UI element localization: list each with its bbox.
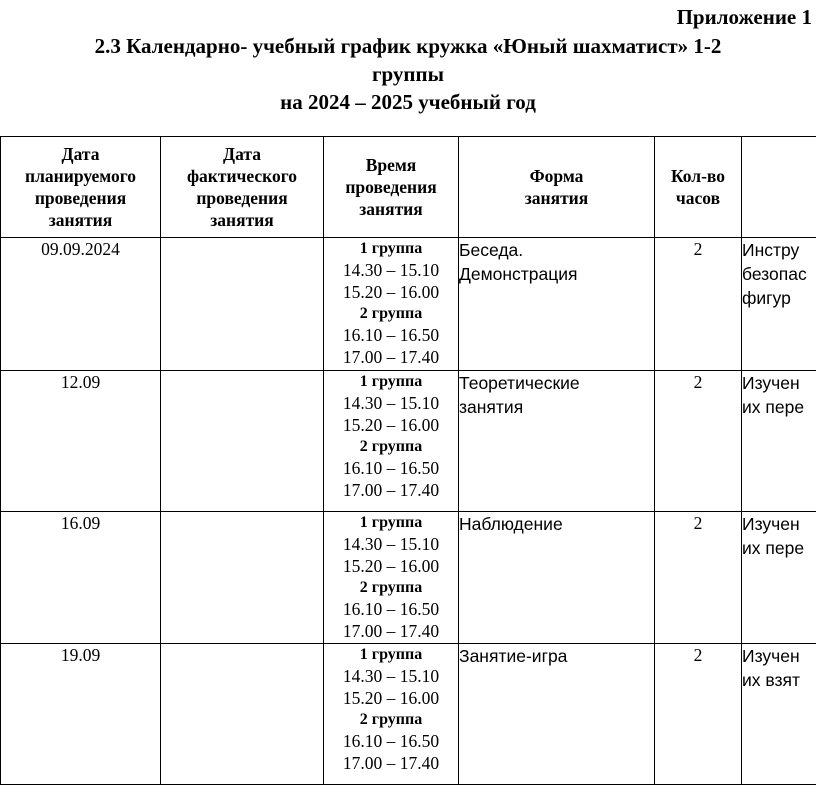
hours-cell: 2	[655, 238, 742, 371]
topic-cell: Изучен их пере	[742, 371, 816, 512]
planned-date-cell: 16.09	[1, 512, 161, 644]
time-slot: 17.00 – 17.40	[342, 347, 440, 367]
time-slot: 14.30 – 15.10	[342, 393, 440, 413]
table-row	[1, 644, 816, 785]
column-header-time: Время проведения занятия	[324, 137, 459, 238]
table-row	[1, 512, 816, 644]
group-label: 1 группа	[359, 240, 423, 257]
time-cell	[324, 371, 459, 512]
title-line: группы	[371, 62, 445, 86]
column-header-topic	[742, 137, 816, 238]
title-line: 2.3 Календарно- учебный график кружка «Юный шахматист» 1-2	[94, 34, 722, 58]
form-cell: Занятие-игра	[459, 644, 655, 785]
hours-cell: 2	[655, 371, 742, 512]
column-header-form: Форма занятия	[459, 137, 655, 238]
group-label: 1 группа	[359, 373, 423, 390]
table-row	[1, 238, 816, 371]
time-slot: 17.00 – 17.40	[342, 480, 440, 500]
topic-cell: Инстру безопас фигур	[742, 238, 816, 371]
time-cell	[324, 238, 459, 371]
time-slot: 15.20 – 16.00	[342, 556, 440, 576]
document-title	[0, 32, 816, 116]
appendix-label: Приложение 1	[676, 5, 812, 29]
topic-cell: Изучен их пере	[742, 512, 816, 644]
planned-date-cell: 12.09	[1, 371, 161, 512]
time-slot: 17.00 – 17.40	[342, 621, 440, 641]
title-line: на 2024 – 2025 учебный год	[280, 90, 536, 114]
actual-date-cell	[161, 238, 324, 371]
group-label: 2 группа	[359, 579, 423, 596]
time-slot: 15.20 – 16.00	[342, 688, 440, 708]
time-slot: 14.30 – 15.10	[342, 260, 440, 280]
group-label: 1 группа	[359, 646, 423, 663]
group-label: 2 группа	[359, 305, 423, 322]
planned-date-cell: 19.09	[1, 644, 161, 785]
form-cell: Наблюдение	[459, 512, 655, 644]
topic-cell: Изучен их взят	[742, 644, 816, 785]
time-cell	[324, 644, 459, 785]
table-header-row	[1, 137, 816, 238]
form-cell: Беседа. Демонстрация	[459, 238, 655, 371]
time-slot: 16.10 – 16.50	[342, 599, 440, 619]
time-slot: 16.10 – 16.50	[342, 325, 440, 345]
time-slot: 17.00 – 17.40	[342, 753, 440, 773]
time-slot: 15.20 – 16.00	[342, 415, 440, 435]
time-slot: 14.30 – 15.10	[342, 666, 440, 686]
group-label: 1 группа	[359, 514, 423, 531]
actual-date-cell	[161, 371, 324, 512]
hours-cell: 2	[655, 644, 742, 785]
form-cell: Теоретические занятия	[459, 371, 655, 512]
schedule-table	[0, 136, 816, 785]
group-label: 2 группа	[359, 711, 423, 728]
hours-cell: 2	[655, 512, 742, 644]
time-slot: 15.20 – 16.00	[342, 282, 440, 302]
time-cell	[324, 512, 459, 644]
column-header-planned-date: Дата планируемого проведения занятия	[1, 137, 161, 238]
column-header-actual-date: Дата фактического проведения занятия	[161, 137, 324, 238]
group-label: 2 группа	[359, 438, 423, 455]
actual-date-cell	[161, 512, 324, 644]
planned-date-cell: 09.09.2024	[1, 238, 161, 371]
time-slot: 16.10 – 16.50	[342, 458, 440, 478]
column-header-hours: Кол-во часов	[655, 137, 742, 238]
time-slot: 16.10 – 16.50	[342, 731, 440, 751]
time-slot: 14.30 – 15.10	[342, 534, 440, 554]
table-row	[1, 371, 816, 512]
actual-date-cell	[161, 644, 324, 785]
